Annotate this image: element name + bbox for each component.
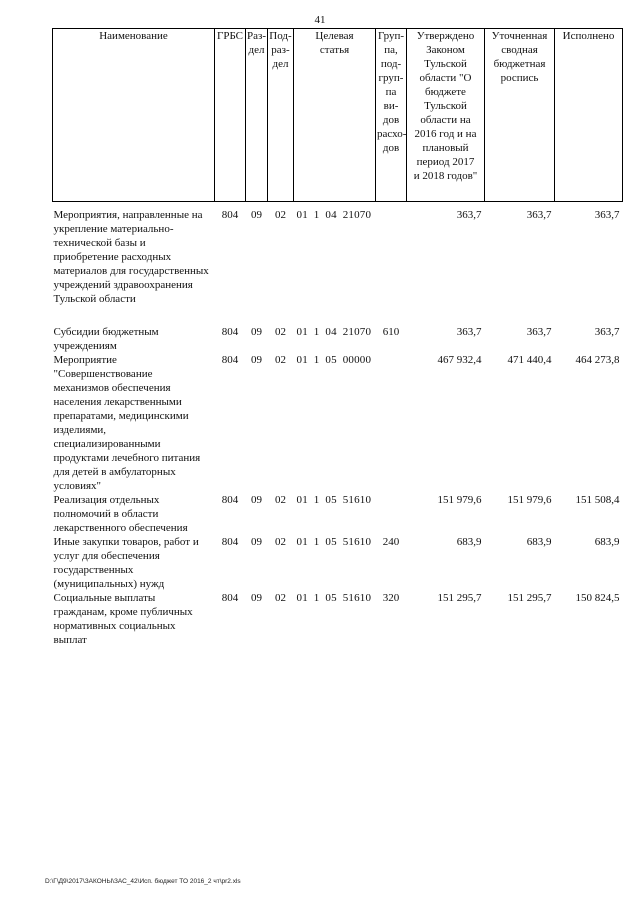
row-executed: 683,9 xyxy=(594,536,620,548)
header-executed: Исполнено xyxy=(555,29,623,202)
table-row xyxy=(53,493,623,535)
row-razdel: 09 xyxy=(251,592,262,604)
row-group xyxy=(376,493,407,535)
row-podrazdel: 02 xyxy=(275,354,286,366)
header-razdel: Раз- дел xyxy=(246,29,268,202)
row-executed: 150 824,5 xyxy=(575,592,620,604)
row-name: Мероприятия, направленные на укрепление материально-технической базы и приобретение расходных материалов для государственных учреждений здравоохранения Тульской области xyxy=(53,209,209,305)
table-row xyxy=(53,325,623,353)
row-grbs: 804 xyxy=(221,536,239,548)
row-name: Иные закупки товаров, работ и услуг для обеспечения государственных (муниципальных) нужд xyxy=(53,536,199,590)
row-grbs: 804 xyxy=(221,354,239,366)
row-refined: 363,7 xyxy=(526,209,552,221)
row-approved: 363,7 xyxy=(456,326,482,338)
row-approved: 683,9 xyxy=(456,536,482,548)
row-article: 01 1 05 51610 xyxy=(296,536,372,548)
row-executed: 363,7 xyxy=(594,209,620,221)
row-razdel: 09 xyxy=(251,494,262,506)
row-executed: 151 508,4 xyxy=(575,494,620,506)
header-podrazdel: Под- раз- дел xyxy=(268,29,294,202)
row-podrazdel: 02 xyxy=(275,536,286,548)
row-article: 01 1 05 51610 xyxy=(296,494,372,506)
row-article: 01 1 04 21070 xyxy=(296,326,372,338)
page-number: 41 xyxy=(314,14,326,26)
row-group xyxy=(376,208,407,306)
row-article: 01 1 05 51610 xyxy=(296,592,372,604)
row-group: 320 xyxy=(382,592,400,604)
row-podrazdel: 02 xyxy=(275,326,286,338)
row-razdel: 09 xyxy=(251,536,262,548)
row-razdel: 09 xyxy=(251,354,262,366)
table-row xyxy=(53,591,623,647)
row-group: 240 xyxy=(382,536,400,548)
table-row xyxy=(53,535,623,591)
header-refined: Уточненная сводная бюджетная роспись xyxy=(485,29,555,202)
row-approved: 467 932,4 xyxy=(437,354,482,366)
row-refined: 471 440,4 xyxy=(507,354,552,366)
row-article: 01 1 05 00000 xyxy=(296,354,372,366)
row-name: Реализация отдельных полномочий в области лекарственного обеспечения xyxy=(53,494,188,534)
row-grbs: 804 xyxy=(221,592,239,604)
row-executed: 464 273,8 xyxy=(575,354,620,366)
header-grbs: ГРБС xyxy=(215,29,246,202)
row-podrazdel: 02 xyxy=(275,494,286,506)
row-group: 610 xyxy=(382,326,400,338)
header-group: Груп- па, под- груп- па ви- дов расхо- дов xyxy=(376,29,407,202)
row-razdel: 09 xyxy=(251,209,262,221)
row-podrazdel: 02 xyxy=(275,592,286,604)
row-podrazdel: 02 xyxy=(275,209,286,221)
row-refined: 151 295,7 xyxy=(507,592,552,604)
row-grbs: 804 xyxy=(221,326,239,338)
row-refined: 363,7 xyxy=(526,326,552,338)
table-header-row xyxy=(53,29,623,202)
footer-file-path: D:\Г\Д9\2017\ЗАКОНЫ\ЗАС_42\Исп. бюджет ТО 2016_2 чт\pr2.xls xyxy=(45,878,241,885)
row-approved: 151 295,7 xyxy=(437,592,482,604)
table-row xyxy=(53,208,623,306)
row-executed: 363,7 xyxy=(594,326,620,338)
row-grbs: 804 xyxy=(221,209,239,221)
row-refined: 683,9 xyxy=(526,536,552,548)
row-approved: 363,7 xyxy=(456,209,482,221)
row-refined: 151 979,6 xyxy=(507,494,552,506)
budget-table xyxy=(52,28,623,647)
row-razdel: 09 xyxy=(251,326,262,338)
header-approved: Утверждено Законом Тульской области "О бюджете Тульской области на 2016 год и на плановый период 2017 и 2018 годов" xyxy=(407,29,485,202)
row-grbs: 804 xyxy=(221,494,239,506)
row-approved: 151 979,6 xyxy=(437,494,482,506)
row-group xyxy=(376,353,407,493)
header-article: Целевая статья xyxy=(294,29,376,202)
table-row xyxy=(53,353,623,493)
row-name: Социальные выплаты гражданам, кроме публичных нормативных социальных выплат xyxy=(53,592,193,646)
row-name: Субсидии бюджетным учреждениям xyxy=(53,326,159,352)
row-article: 01 1 04 21070 xyxy=(296,209,372,221)
row-name: Мероприятие "Совершенствование механизмов обеспечения населения лекарственными препаратами, медицинскими изделиями, специализированными продуктами лечебного питания для детей в амбулаторных условиях" xyxy=(53,354,201,492)
header-name: Наименование xyxy=(53,29,215,202)
